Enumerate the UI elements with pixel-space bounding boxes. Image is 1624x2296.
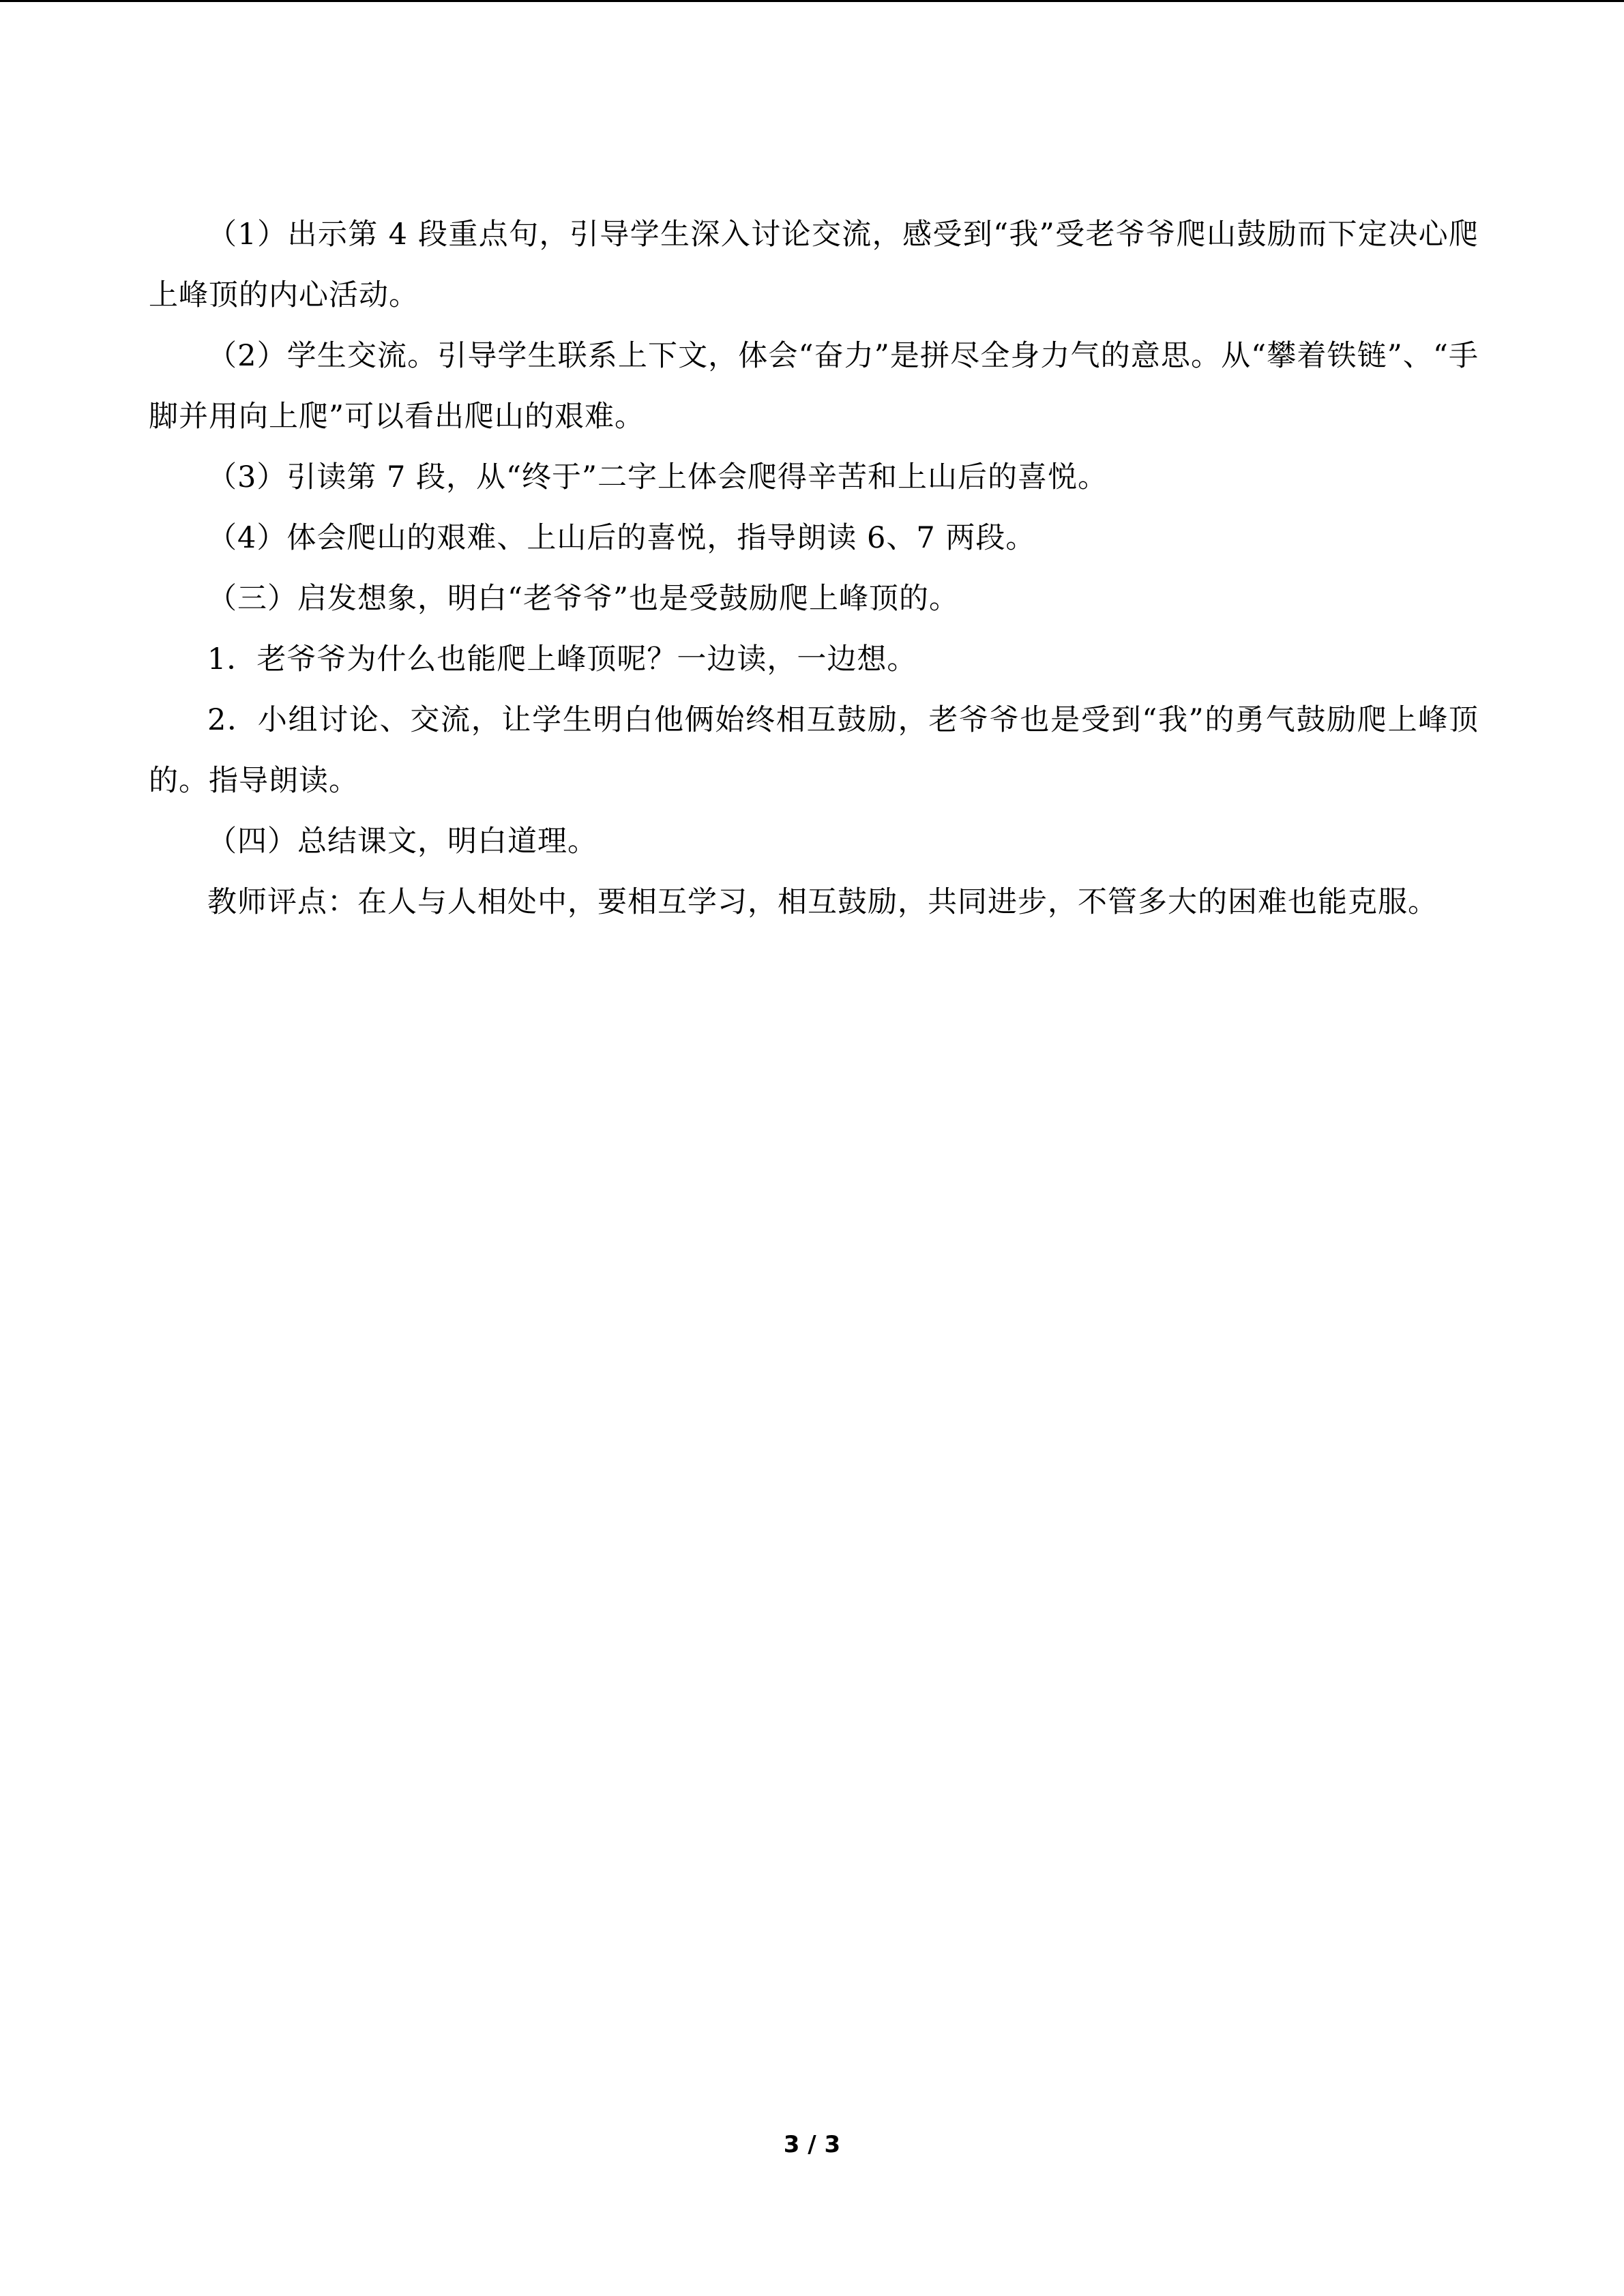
paragraph-5: 1．老爷爷为什么也能爬上峰顶呢？一边读，一边想。 <box>207 642 917 676</box>
paragraph-6: 2．小组讨论、交流，让学生明白他俩始终相互鼓励，老爷爷也是受到“我”的勇气鼓励爬上峰顶的。指导朗读。 <box>149 703 1479 798</box>
paragraph-2: （2）学生交流。引导学生联系上下文，体会“奋力”是拼尽全身力气的意思。从“攀着铁链”、“手脚并用向上爬”可以看出爬山的艰难。 <box>149 339 1479 434</box>
section-heading-4: （四）总结课文，明白道理。 <box>207 824 597 859</box>
paragraph-3: （3）引读第 7 段，从“终于”二字上体会爬得辛苦和上山后的喜悦。 <box>207 460 1108 494</box>
paragraph-1: （1）出示第 4 段重点句，引导学生深入讨论交流，感受到“我”受老爷爷爬山鼓励而下定决心爬上峰顶的内心活动。 <box>149 218 1479 312</box>
page-top-border <box>0 0 1624 2</box>
page-number: 3 / 3 <box>783 2131 841 2158</box>
paragraph-4: （4）体会爬山的艰难、上山后的喜悦，指导朗读 6、7 两段。 <box>207 521 1036 555</box>
section-heading-3: （三）启发想象，明白“老爷爷”也是受鼓励爬上峰顶的。 <box>207 582 959 616</box>
teacher-comment: 教师评点：在人与人相处中，要相互学习，相互鼓励，共同进步，不管多大的困难也能克服。 <box>207 885 1438 919</box>
document-body <box>149 205 1479 933</box>
